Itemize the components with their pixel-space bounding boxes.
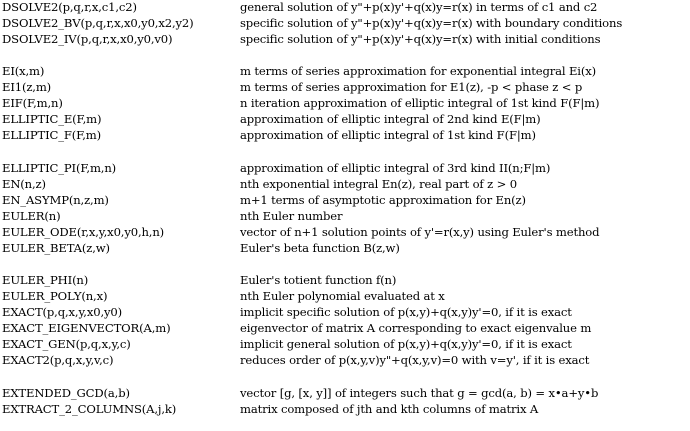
function-signature: DSOLVE2(p,q,r,x,c1,c2) <box>2 0 137 14</box>
function-signature: EXTRACT_2_COLUMNS(A,j,k) <box>2 402 177 416</box>
function-description: Euler's beta function B(z,w) <box>240 241 400 255</box>
list-item <box>0 96 690 110</box>
list-item <box>0 273 690 287</box>
list-item <box>0 337 690 351</box>
function-signature: EULER_POLY(n,x) <box>2 289 108 303</box>
function-signature: EIF(F,m,n) <box>2 96 63 110</box>
function-signature: ELLIPTIC_PI(F,m,n) <box>2 161 117 175</box>
function-description: general solution of y"+p(x)y'+q(x)y=r(x) in terms of c1 and c2 <box>240 0 598 14</box>
list-item <box>0 209 690 223</box>
function-signature: EN(n,z) <box>2 177 46 191</box>
function-description: m terms of series approximation for exponential integral Ei(x) <box>240 64 596 78</box>
list-item <box>0 353 690 367</box>
function-description: nth Euler polynomial evaluated at x <box>240 289 445 303</box>
function-description: m+1 terms of asymptotic approximation for En(z) <box>240 193 526 207</box>
function-signature: EXACT_EIGENVECTOR(A,m) <box>2 321 171 335</box>
function-description: vector of n+1 solution points of y'=r(x,y) using Euler's method <box>240 225 600 239</box>
list-item <box>0 16 690 30</box>
list-item <box>0 161 690 175</box>
function-signature: EULER_PHI(n) <box>2 273 89 287</box>
function-signature: ELLIPTIC_F(F,m) <box>2 128 101 142</box>
function-signature: EN_ASYMP(n,z,m) <box>2 193 109 207</box>
list-item <box>0 386 690 400</box>
list-item <box>0 177 690 191</box>
function-description: implicit general solution of p(x,y)+q(x,y)y'=0, if it is exact <box>240 337 572 351</box>
function-description: vector [g, [x, y]] of integers such that g = gcd(a, b) = x•a+y•b <box>240 386 599 400</box>
list-item <box>0 112 690 126</box>
function-signature: EXTENDED_GCD(a,b) <box>2 386 130 400</box>
function-description: eigenvector of matrix A corresponding to exact eigenvalue m <box>240 321 592 335</box>
function-description: n iteration approximation of elliptic integral of 1st kind F(F|m) <box>240 96 600 110</box>
function-description: nth Euler number <box>240 209 343 223</box>
list-item <box>0 402 690 416</box>
list-item <box>0 32 690 46</box>
function-signature: EXACT(p,q,x,y,x0,y0) <box>2 305 122 319</box>
function-description: approximation of elliptic integral of 1st kind F(F|m) <box>240 128 536 142</box>
list-item <box>0 128 690 142</box>
function-description: matrix composed of jth and kth columns of matrix A <box>240 402 539 416</box>
function-description: m terms of series approximation for E1(z), -p < phase z < p <box>240 80 583 94</box>
function-description: approximation of elliptic integral of 2nd kind E(F|m) <box>240 112 541 126</box>
function-description: approximation of elliptic integral of 3rd kind II(n;F|m) <box>240 161 551 175</box>
function-signature: EULER(n) <box>2 209 61 223</box>
list-item <box>0 305 690 319</box>
list-item <box>0 64 690 78</box>
list-item <box>0 225 690 239</box>
list-item <box>0 241 690 255</box>
function-signature: DSOLVE2_IV(p,q,r,x,x0,y0,v0) <box>2 32 173 46</box>
function-description: implicit specific solution of p(x,y)+q(x,y)y'=0, if it is exact <box>240 305 572 319</box>
function-description: reduces order of p(x,y,v)y"+q(x,y,v)=0 with v=y', if it is exact <box>240 353 590 367</box>
function-description: specific solution of y"+p(x)y'+q(x)y=r(x) with initial conditions <box>240 32 601 46</box>
function-signature: EXACT2(p,q,x,y,v,c) <box>2 353 114 367</box>
function-description: nth exponential integral En(z), real part of z > 0 <box>240 177 517 191</box>
function-description: specific solution of y"+p(x)y'+q(x)y=r(x) with boundary conditions <box>240 16 623 30</box>
function-signature: EULER_BETA(z,w) <box>2 241 110 255</box>
function-signature: EI(x,m) <box>2 64 45 78</box>
function-signature: ELLIPTIC_E(F,m) <box>2 112 102 126</box>
list-item <box>0 321 690 335</box>
function-description: Euler's totient function f(n) <box>240 273 397 287</box>
list-item <box>0 289 690 303</box>
list-item <box>0 80 690 94</box>
function-signature: EI1(z,m) <box>2 80 52 94</box>
function-signature: DSOLVE2_BV(p,q,r,x,x0,y0,x2,y2) <box>2 16 194 30</box>
list-item <box>0 0 690 14</box>
list-item <box>0 193 690 207</box>
function-signature: EULER_ODE(r,x,y,x0,y0,h,n) <box>2 225 165 239</box>
function-signature: EXACT_GEN(p,q,x,y,c) <box>2 337 131 351</box>
